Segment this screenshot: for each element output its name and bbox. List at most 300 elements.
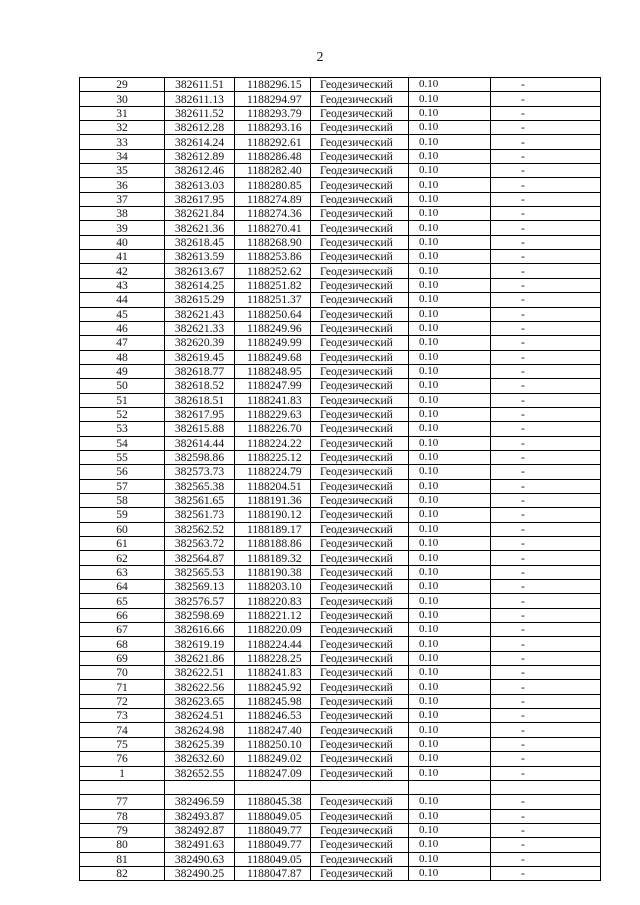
table-row — [80, 350, 601, 364]
method-cell: Геодезический — [311, 752, 409, 766]
table-row — [80, 450, 601, 464]
point-number-cell: 63 — [80, 565, 165, 579]
y-coordinate-cell: 1188245.98 — [235, 694, 311, 708]
accuracy-cell: 0.10 — [409, 364, 491, 378]
x-coordinate-cell: 382621.36 — [165, 221, 235, 235]
point-number-cell: 79 — [80, 823, 165, 837]
note-cell: - — [491, 235, 601, 249]
accuracy-cell: 0.10 — [409, 149, 491, 163]
accuracy-cell: 0.10 — [409, 852, 491, 866]
note-cell: - — [491, 838, 601, 852]
method-cell: Геодезический — [311, 694, 409, 708]
accuracy-cell: 0.10 — [409, 92, 491, 106]
accuracy-cell: 0.10 — [409, 135, 491, 149]
x-coordinate-cell: 382563.72 — [165, 537, 235, 551]
accuracy-cell: 0.10 — [409, 465, 491, 479]
table-row — [80, 666, 601, 680]
table-row — [80, 737, 601, 751]
point-number-cell: 68 — [80, 637, 165, 651]
table-row — [80, 436, 601, 450]
y-coordinate-cell: 1188253.86 — [235, 250, 311, 264]
x-coordinate-cell: 382611.51 — [165, 78, 235, 92]
y-coordinate-cell: 1188270.41 — [235, 221, 311, 235]
method-cell: Геодезический — [311, 307, 409, 321]
accuracy-cell: 0.10 — [409, 321, 491, 335]
point-number-cell: 49 — [80, 364, 165, 378]
table-row — [80, 838, 601, 852]
note-cell: - — [491, 737, 601, 751]
x-coordinate-cell: 382622.51 — [165, 666, 235, 680]
note-cell — [491, 780, 601, 794]
table-row — [80, 207, 601, 221]
x-coordinate-cell: 382621.43 — [165, 307, 235, 321]
point-number-cell: 71 — [80, 680, 165, 694]
y-coordinate-cell: 1188248.95 — [235, 364, 311, 378]
y-coordinate-cell: 1188191.36 — [235, 493, 311, 507]
y-coordinate-cell: 1188189.32 — [235, 551, 311, 565]
note-cell: - — [491, 795, 601, 809]
accuracy-cell: 0.10 — [409, 537, 491, 551]
y-coordinate-cell: 1188224.22 — [235, 436, 311, 450]
note-cell: - — [491, 493, 601, 507]
table-row — [80, 192, 601, 206]
note-cell: - — [491, 407, 601, 421]
x-coordinate-cell: 382564.87 — [165, 551, 235, 565]
point-number-cell: 60 — [80, 522, 165, 536]
note-cell: - — [491, 651, 601, 665]
x-coordinate-cell: 382613.67 — [165, 264, 235, 278]
x-coordinate-cell — [165, 780, 235, 794]
table-row — [80, 565, 601, 579]
note-cell: - — [491, 121, 601, 135]
accuracy-cell: 0.10 — [409, 192, 491, 206]
point-number-cell: 78 — [80, 809, 165, 823]
accuracy-cell: 0.10 — [409, 866, 491, 880]
point-number-cell: 58 — [80, 493, 165, 507]
y-coordinate-cell: 1188250.64 — [235, 307, 311, 321]
x-coordinate-cell: 382565.53 — [165, 565, 235, 579]
x-coordinate-cell: 382598.69 — [165, 608, 235, 622]
x-coordinate-cell: 382569.13 — [165, 580, 235, 594]
accuracy-cell: 0.10 — [409, 651, 491, 665]
x-coordinate-cell: 382619.45 — [165, 350, 235, 364]
note-cell: - — [491, 221, 601, 235]
point-number-cell: 69 — [80, 651, 165, 665]
x-coordinate-cell: 382598.86 — [165, 450, 235, 464]
y-coordinate-cell: 1188252.62 — [235, 264, 311, 278]
note-cell: - — [491, 379, 601, 393]
accuracy-cell: 0.10 — [409, 723, 491, 737]
x-coordinate-cell: 382573.73 — [165, 465, 235, 479]
accuracy-cell: 0.10 — [409, 350, 491, 364]
y-coordinate-cell: 1188188.86 — [235, 537, 311, 551]
method-cell: Геодезический — [311, 608, 409, 622]
accuracy-cell: 0.10 — [409, 293, 491, 307]
y-coordinate-cell: 1188049.05 — [235, 852, 311, 866]
y-coordinate-cell: 1188249.99 — [235, 336, 311, 350]
point-number-cell: 64 — [80, 580, 165, 594]
y-coordinate-cell: 1188292.61 — [235, 135, 311, 149]
point-number-cell: 75 — [80, 737, 165, 751]
note-cell: - — [491, 809, 601, 823]
point-number-cell: 81 — [80, 852, 165, 866]
table-row — [80, 178, 601, 192]
point-number-cell: 82 — [80, 866, 165, 880]
note-cell: - — [491, 465, 601, 479]
table-row — [80, 479, 601, 493]
method-cell: Геодезический — [311, 637, 409, 651]
method-cell: Геодезический — [311, 580, 409, 594]
method-cell: Геодезический — [311, 723, 409, 737]
x-coordinate-cell: 382612.89 — [165, 149, 235, 163]
y-coordinate-cell: 1188245.92 — [235, 680, 311, 694]
method-cell: Геодезический — [311, 149, 409, 163]
table-row — [80, 795, 601, 809]
method-cell: Геодезический — [311, 508, 409, 522]
note-cell: - — [491, 580, 601, 594]
y-coordinate-cell: 1188228.25 — [235, 651, 311, 665]
note-cell: - — [491, 78, 601, 92]
method-cell: Геодезический — [311, 250, 409, 264]
method-cell: Геодезический — [311, 436, 409, 450]
note-cell: - — [491, 422, 601, 436]
x-coordinate-cell: 382492.87 — [165, 823, 235, 837]
table-row — [80, 250, 601, 264]
method-cell: Геодезический — [311, 178, 409, 192]
accuracy-cell: 0.10 — [409, 594, 491, 608]
note-cell: - — [491, 350, 601, 364]
accuracy-cell: 0.10 — [409, 250, 491, 264]
method-cell: Геодезический — [311, 192, 409, 206]
accuracy-cell: 0.10 — [409, 264, 491, 278]
note-cell: - — [491, 709, 601, 723]
y-coordinate-cell: 1188282.40 — [235, 164, 311, 178]
x-coordinate-cell: 382618.52 — [165, 379, 235, 393]
table-row — [80, 508, 601, 522]
x-coordinate-cell: 382618.51 — [165, 393, 235, 407]
x-coordinate-cell: 382565.38 — [165, 479, 235, 493]
table-row — [80, 852, 601, 866]
y-coordinate-cell: 1188049.77 — [235, 838, 311, 852]
y-coordinate-cell: 1188274.89 — [235, 192, 311, 206]
x-coordinate-cell: 382614.44 — [165, 436, 235, 450]
table-row — [80, 264, 601, 278]
accuracy-cell: 0.10 — [409, 235, 491, 249]
y-coordinate-cell: 1188249.68 — [235, 350, 311, 364]
coordinates-table-body — [80, 78, 601, 881]
table-row — [80, 465, 601, 479]
accuracy-cell: 0.10 — [409, 694, 491, 708]
method-cell: Геодезический — [311, 235, 409, 249]
table-row — [80, 164, 601, 178]
table-row — [80, 752, 601, 766]
y-coordinate-cell: 1188049.05 — [235, 809, 311, 823]
accuracy-cell: 0.10 — [409, 164, 491, 178]
x-coordinate-cell: 382652.55 — [165, 766, 235, 780]
y-coordinate-cell: 1188286.48 — [235, 149, 311, 163]
point-number-cell: 62 — [80, 551, 165, 565]
point-number-cell: 31 — [80, 106, 165, 120]
x-coordinate-cell: 382624.51 — [165, 709, 235, 723]
note-cell: - — [491, 164, 601, 178]
note-cell: - — [491, 92, 601, 106]
note-cell: - — [491, 823, 601, 837]
method-cell: Геодезический — [311, 594, 409, 608]
method-cell: Геодезический — [311, 465, 409, 479]
table-row — [80, 780, 601, 794]
y-coordinate-cell: 1188296.15 — [235, 78, 311, 92]
y-coordinate-cell: 1188241.83 — [235, 393, 311, 407]
method-cell: Геодезический — [311, 537, 409, 551]
y-coordinate-cell: 1188294.97 — [235, 92, 311, 106]
y-coordinate-cell: 1188247.09 — [235, 766, 311, 780]
table-row — [80, 364, 601, 378]
x-coordinate-cell: 382562.52 — [165, 522, 235, 536]
note-cell: - — [491, 192, 601, 206]
accuracy-cell: 0.10 — [409, 307, 491, 321]
table-row — [80, 623, 601, 637]
point-number-cell: 51 — [80, 393, 165, 407]
point-number-cell: 66 — [80, 608, 165, 622]
x-coordinate-cell: 382621.86 — [165, 651, 235, 665]
accuracy-cell: 0.10 — [409, 795, 491, 809]
note-cell: - — [491, 207, 601, 221]
x-coordinate-cell: 382615.88 — [165, 422, 235, 436]
x-coordinate-cell: 382620.39 — [165, 336, 235, 350]
x-coordinate-cell: 382490.63 — [165, 852, 235, 866]
method-cell: Геодезический — [311, 522, 409, 536]
point-number-cell: 32 — [80, 121, 165, 135]
x-coordinate-cell: 382576.57 — [165, 594, 235, 608]
x-coordinate-cell: 382561.73 — [165, 508, 235, 522]
note-cell: - — [491, 594, 601, 608]
note-cell: - — [491, 637, 601, 651]
method-cell: Геодезический — [311, 809, 409, 823]
x-coordinate-cell: 382612.28 — [165, 121, 235, 135]
accuracy-cell: 0.10 — [409, 737, 491, 751]
point-number-cell: 77 — [80, 795, 165, 809]
point-number-cell: 59 — [80, 508, 165, 522]
point-number-cell — [80, 780, 165, 794]
accuracy-cell: 0.10 — [409, 407, 491, 421]
accuracy-cell: 0.10 — [409, 666, 491, 680]
x-coordinate-cell: 382619.19 — [165, 637, 235, 651]
method-cell: Геодезический — [311, 106, 409, 120]
method-cell: Геодезический — [311, 379, 409, 393]
accuracy-cell: 0.10 — [409, 709, 491, 723]
table-row — [80, 235, 601, 249]
table-row — [80, 766, 601, 780]
note-cell: - — [491, 393, 601, 407]
method-cell: Геодезический — [311, 823, 409, 837]
y-coordinate-cell: 1188224.79 — [235, 465, 311, 479]
y-coordinate-cell: 1188280.85 — [235, 178, 311, 192]
method-cell: Геодезический — [311, 364, 409, 378]
y-coordinate-cell: 1188249.96 — [235, 321, 311, 335]
accuracy-cell: 0.10 — [409, 838, 491, 852]
accuracy-cell: 0.10 — [409, 422, 491, 436]
accuracy-cell: 0.10 — [409, 551, 491, 565]
method-cell: Геодезический — [311, 393, 409, 407]
table-row — [80, 637, 601, 651]
method-cell: Геодезический — [311, 164, 409, 178]
x-coordinate-cell: 382613.03 — [165, 178, 235, 192]
method-cell: Геодезический — [311, 321, 409, 335]
accuracy-cell: 0.10 — [409, 752, 491, 766]
point-number-cell: 61 — [80, 537, 165, 551]
y-coordinate-cell: 1188190.12 — [235, 508, 311, 522]
method-cell: Геодезический — [311, 852, 409, 866]
table-row — [80, 493, 601, 507]
table-row — [80, 551, 601, 565]
x-coordinate-cell: 382613.59 — [165, 250, 235, 264]
accuracy-cell: 0.10 — [409, 809, 491, 823]
point-number-cell: 53 — [80, 422, 165, 436]
table-row — [80, 221, 601, 235]
note-cell: - — [491, 723, 601, 737]
table-row — [80, 694, 601, 708]
note-cell: - — [491, 149, 601, 163]
method-cell: Геодезический — [311, 450, 409, 464]
point-number-cell: 76 — [80, 752, 165, 766]
table-row — [80, 680, 601, 694]
method-cell: Геодезический — [311, 121, 409, 135]
y-coordinate-cell: 1188224.44 — [235, 637, 311, 651]
table-row — [80, 78, 601, 92]
table-row — [80, 608, 601, 622]
note-cell: - — [491, 278, 601, 292]
method-cell: Геодезический — [311, 795, 409, 809]
method-cell: Геодезический — [311, 278, 409, 292]
accuracy-cell: 0.10 — [409, 336, 491, 350]
point-number-cell: 30 — [80, 92, 165, 106]
method-cell: Геодезический — [311, 493, 409, 507]
accuracy-cell: 0.10 — [409, 78, 491, 92]
table-row — [80, 321, 601, 335]
accuracy-cell: 0.10 — [409, 623, 491, 637]
accuracy-cell: 0.10 — [409, 436, 491, 450]
x-coordinate-cell: 382611.52 — [165, 106, 235, 120]
y-coordinate-cell: 1188045.38 — [235, 795, 311, 809]
accuracy-cell: 0.10 — [409, 680, 491, 694]
table-row — [80, 393, 601, 407]
table-row — [80, 135, 601, 149]
y-coordinate-cell: 1188189.17 — [235, 522, 311, 536]
method-cell: Геодезический — [311, 737, 409, 751]
point-number-cell: 73 — [80, 709, 165, 723]
table-row — [80, 594, 601, 608]
accuracy-cell: 0.10 — [409, 608, 491, 622]
x-coordinate-cell: 382561.65 — [165, 493, 235, 507]
method-cell: Геодезический — [311, 350, 409, 364]
accuracy-cell: 0.10 — [409, 393, 491, 407]
note-cell: - — [491, 178, 601, 192]
accuracy-cell: 0.10 — [409, 379, 491, 393]
accuracy-cell: 0.10 — [409, 106, 491, 120]
note-cell: - — [491, 436, 601, 450]
method-cell: Геодезический — [311, 666, 409, 680]
note-cell: - — [491, 551, 601, 565]
y-coordinate-cell: 1188249.02 — [235, 752, 311, 766]
point-number-cell: 80 — [80, 838, 165, 852]
accuracy-cell: 0.10 — [409, 178, 491, 192]
point-number-cell: 65 — [80, 594, 165, 608]
table-row — [80, 537, 601, 551]
table-row — [80, 866, 601, 880]
table-row — [80, 92, 601, 106]
y-coordinate-cell: 1188049.77 — [235, 823, 311, 837]
y-coordinate-cell: 1188246.53 — [235, 709, 311, 723]
x-coordinate-cell: 382496.59 — [165, 795, 235, 809]
table-row — [80, 407, 601, 421]
method-cell: Геодезический — [311, 766, 409, 780]
accuracy-cell: 0.10 — [409, 121, 491, 135]
point-number-cell: 29 — [80, 78, 165, 92]
note-cell: - — [491, 264, 601, 278]
point-number-cell: 57 — [80, 479, 165, 493]
note-cell: - — [491, 623, 601, 637]
point-number-cell: 48 — [80, 350, 165, 364]
note-cell: - — [491, 336, 601, 350]
y-coordinate-cell — [235, 780, 311, 794]
point-number-cell: 52 — [80, 407, 165, 421]
method-cell: Геодезический — [311, 838, 409, 852]
method-cell: Геодезический — [311, 623, 409, 637]
accuracy-cell: 0.10 — [409, 766, 491, 780]
note-cell: - — [491, 866, 601, 880]
point-number-cell: 43 — [80, 278, 165, 292]
x-coordinate-cell: 382490.25 — [165, 866, 235, 880]
table-row — [80, 121, 601, 135]
point-number-cell: 34 — [80, 149, 165, 163]
table-row — [80, 293, 601, 307]
x-coordinate-cell: 382615.29 — [165, 293, 235, 307]
x-coordinate-cell: 382621.33 — [165, 321, 235, 335]
table-row — [80, 278, 601, 292]
accuracy-cell: 0.10 — [409, 580, 491, 594]
table-row — [80, 149, 601, 163]
x-coordinate-cell: 382617.95 — [165, 192, 235, 206]
x-coordinate-cell: 382625.39 — [165, 737, 235, 751]
method-cell: Геодезический — [311, 551, 409, 565]
method-cell: Геодезический — [311, 336, 409, 350]
y-coordinate-cell: 1188293.16 — [235, 121, 311, 135]
note-cell: - — [491, 565, 601, 579]
accuracy-cell: 0.10 — [409, 278, 491, 292]
table-row — [80, 106, 601, 120]
note-cell: - — [491, 450, 601, 464]
point-number-cell: 44 — [80, 293, 165, 307]
point-number-cell: 36 — [80, 178, 165, 192]
table-row — [80, 823, 601, 837]
y-coordinate-cell: 1188268.90 — [235, 235, 311, 249]
accuracy-cell — [409, 780, 491, 794]
page-number: 2 — [316, 50, 324, 65]
note-cell: - — [491, 250, 601, 264]
note-cell: - — [491, 321, 601, 335]
note-cell: - — [491, 680, 601, 694]
accuracy-cell: 0.10 — [409, 450, 491, 464]
y-coordinate-cell: 1188225.12 — [235, 450, 311, 464]
note-cell: - — [491, 508, 601, 522]
x-coordinate-cell: 382614.24 — [165, 135, 235, 149]
note-cell: - — [491, 766, 601, 780]
point-number-cell: 46 — [80, 321, 165, 335]
point-number-cell: 47 — [80, 336, 165, 350]
accuracy-cell: 0.10 — [409, 493, 491, 507]
point-number-cell: 38 — [80, 207, 165, 221]
x-coordinate-cell: 382622.56 — [165, 680, 235, 694]
